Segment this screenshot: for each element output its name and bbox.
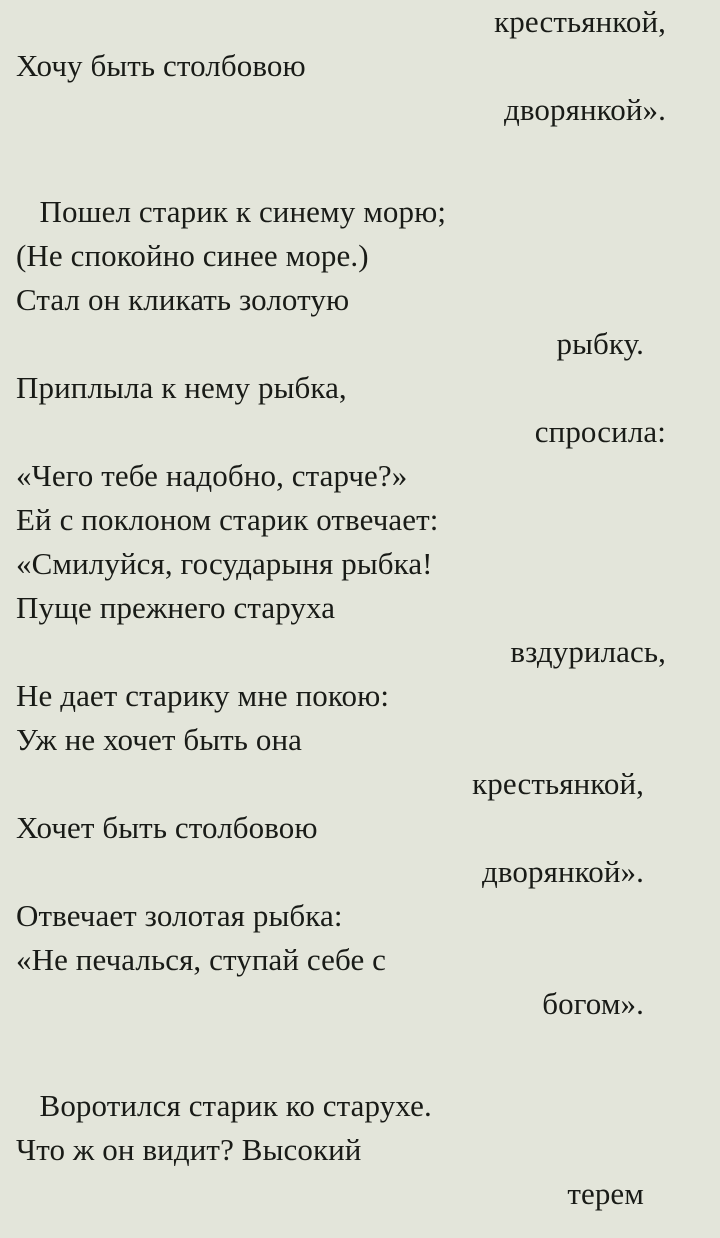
verse-line: Уж не хочет быть она [16, 722, 303, 757]
verse-line: «Не печалься, ступай себе с [16, 942, 387, 977]
poem-body [16, 0, 704, 1216]
verse-line: дворянкой». [504, 92, 666, 127]
verse-line: «Смилуйся, государыня рыбка! [16, 546, 433, 581]
stanza-2 [16, 190, 704, 1026]
verse-line: Отвечает золотая рыбка: [16, 898, 343, 933]
stanza-1 [16, 0, 704, 132]
verse-line: Хочет быть столбовою [16, 810, 318, 845]
verse-line: «Чего тебе надобно, старче?» [16, 458, 408, 493]
verse-line: Что ж он видит? Высокий [16, 1132, 362, 1167]
verse-line: Хочу быть столбовою [16, 48, 306, 83]
verse-line: Стал он кликать золотую [16, 282, 350, 317]
verse-line: Пуще прежнего старуха [16, 590, 336, 625]
stanza-3 [16, 1084, 704, 1216]
stanza-gap [16, 1026, 704, 1084]
verse-line: Не дает старику мне покою: [16, 678, 390, 713]
verse-line: вздурилась, [510, 634, 666, 669]
verse-line: богом». [542, 986, 644, 1021]
verse-line: Пошел старик к синему морю; [16, 194, 447, 229]
verse-line: (Не спокойно синее море.) [16, 238, 369, 273]
verse-line: терем [567, 1176, 644, 1211]
stanza-gap [16, 132, 704, 190]
verse-line: дворянкой». [482, 854, 644, 889]
verse-line: крестьянкой, [472, 766, 644, 801]
verse-line: Ей с поклоном старик отвечает: [16, 502, 439, 537]
verse-line: Воротился старик ко старухе. [16, 1088, 432, 1123]
verse-line: Приплыла к нему рыбка, [16, 370, 347, 405]
verse-line: рыбку. [556, 326, 644, 361]
verse-line: спросила: [534, 414, 666, 449]
verse-line: крестьянкой, [494, 4, 666, 39]
